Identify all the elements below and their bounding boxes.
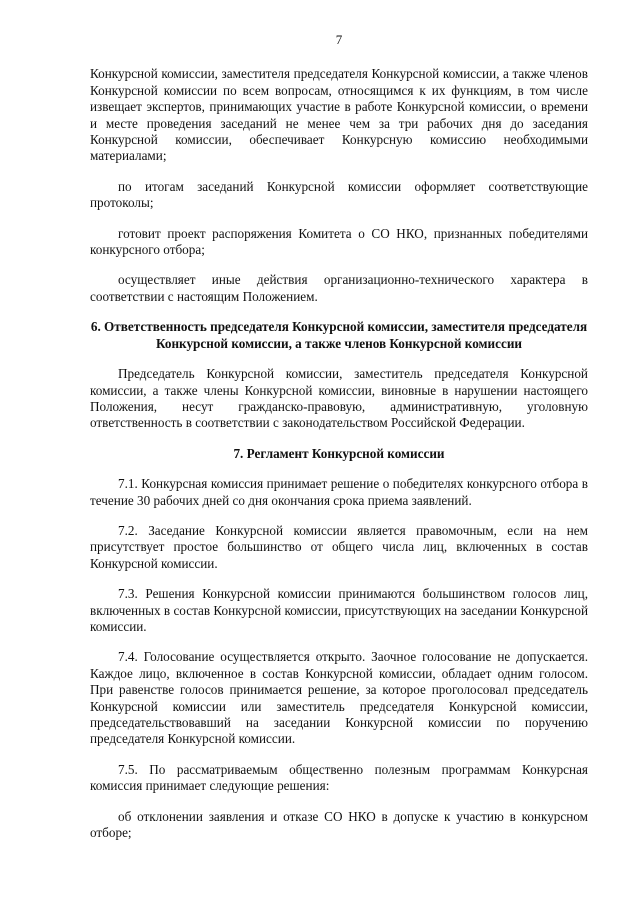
paragraph-rejection: об отклонении заявления и отказе СО НКО в допуске к участию в конкурсном отборе; [90,808,588,841]
paragraph-other-actions: осуществляет иные действия организационно-технического характера в соответствии с настоящим Положением. [90,272,588,304]
paragraph-7-3: 7.3. Решения Конкурсной комиссии принимаются большинством голосов лиц, включенных в состав Конкурсной комиссии, присутствующих на заседании Конкурсной комиссии. [90,586,588,634]
page-number: 7 [335,32,343,47]
paragraph-responsibility: Председатель Конкурсной комиссии, заместитель председателя Конкурсной комиссии, а также члены Конкурсной комиссии, виновные в нарушении настоящего Положения, несут гражданско-правовую, административную, уголовную ответственность в соответствии с законодательством Российской Федерации. [90,366,588,431]
section-6-heading: 6. Ответственность председателя Конкурсной комиссии, заместителя председателя Конкурсной комиссии, а также членов Конкурсной комиссии [90,319,588,351]
paragraph-7-5: 7.5. По рассматриваемым общественно полезным программам Конкурсная комиссия принимает следующие решения: [90,761,588,794]
document-page [90,32,588,855]
section-7-heading: 7. Регламент Конкурсной комиссии [233,445,445,461]
paragraph-7-2: 7.2. Заседание Конкурсной комиссии является правомочным, если на нем присутствует простое большинство от общего числа лиц, включенных в состав Конкурсной комиссии. [90,522,588,571]
paragraph-7-1: 7.1. Конкурсная комиссия принимает решение о победителях конкурсного отбора в течение 30 рабочих дней со дня окончания срока приема заявлений. [90,476,588,508]
paragraph-duties-continuation: Конкурсной комиссии, заместителя председателя Конкурсной комиссии, а также членов Конкурсной комиссии по всем вопросам, относящимся к их функциям, в том числе извещает экспертов, принимающих участие в работе Конкурсной комиссии, о времени и месте проведения заседаний не менее чем за три рабочих дня до заседания Конкурсной комиссии, обеспечивает Конкурсную комиссию необходимыми материалами; [90,66,588,164]
paragraph-draft-order: готовит проект распоряжения Комитета о СО НКО, признанных победителями конкурсного отбора; [90,225,588,258]
paragraph-protocols: по итогам заседаний Конкурсной комиссии оформляет соответствующие протоколы; [90,178,588,211]
paragraph-7-4: 7.4. Голосование осуществляется открыто. Заочное голосование не допускается. Каждое лицо, включенное в состав Конкурсной комиссии, обладает одним голосом. При равенстве голосов принимается решение, за которое проголосовал председатель Конкурсной комиссии или заместитель председателя Конкурсной комиссии, председательствовавший на заседании Конкурсной комиссии по поручению председателя Конкурсной комиссии. [90,649,588,747]
